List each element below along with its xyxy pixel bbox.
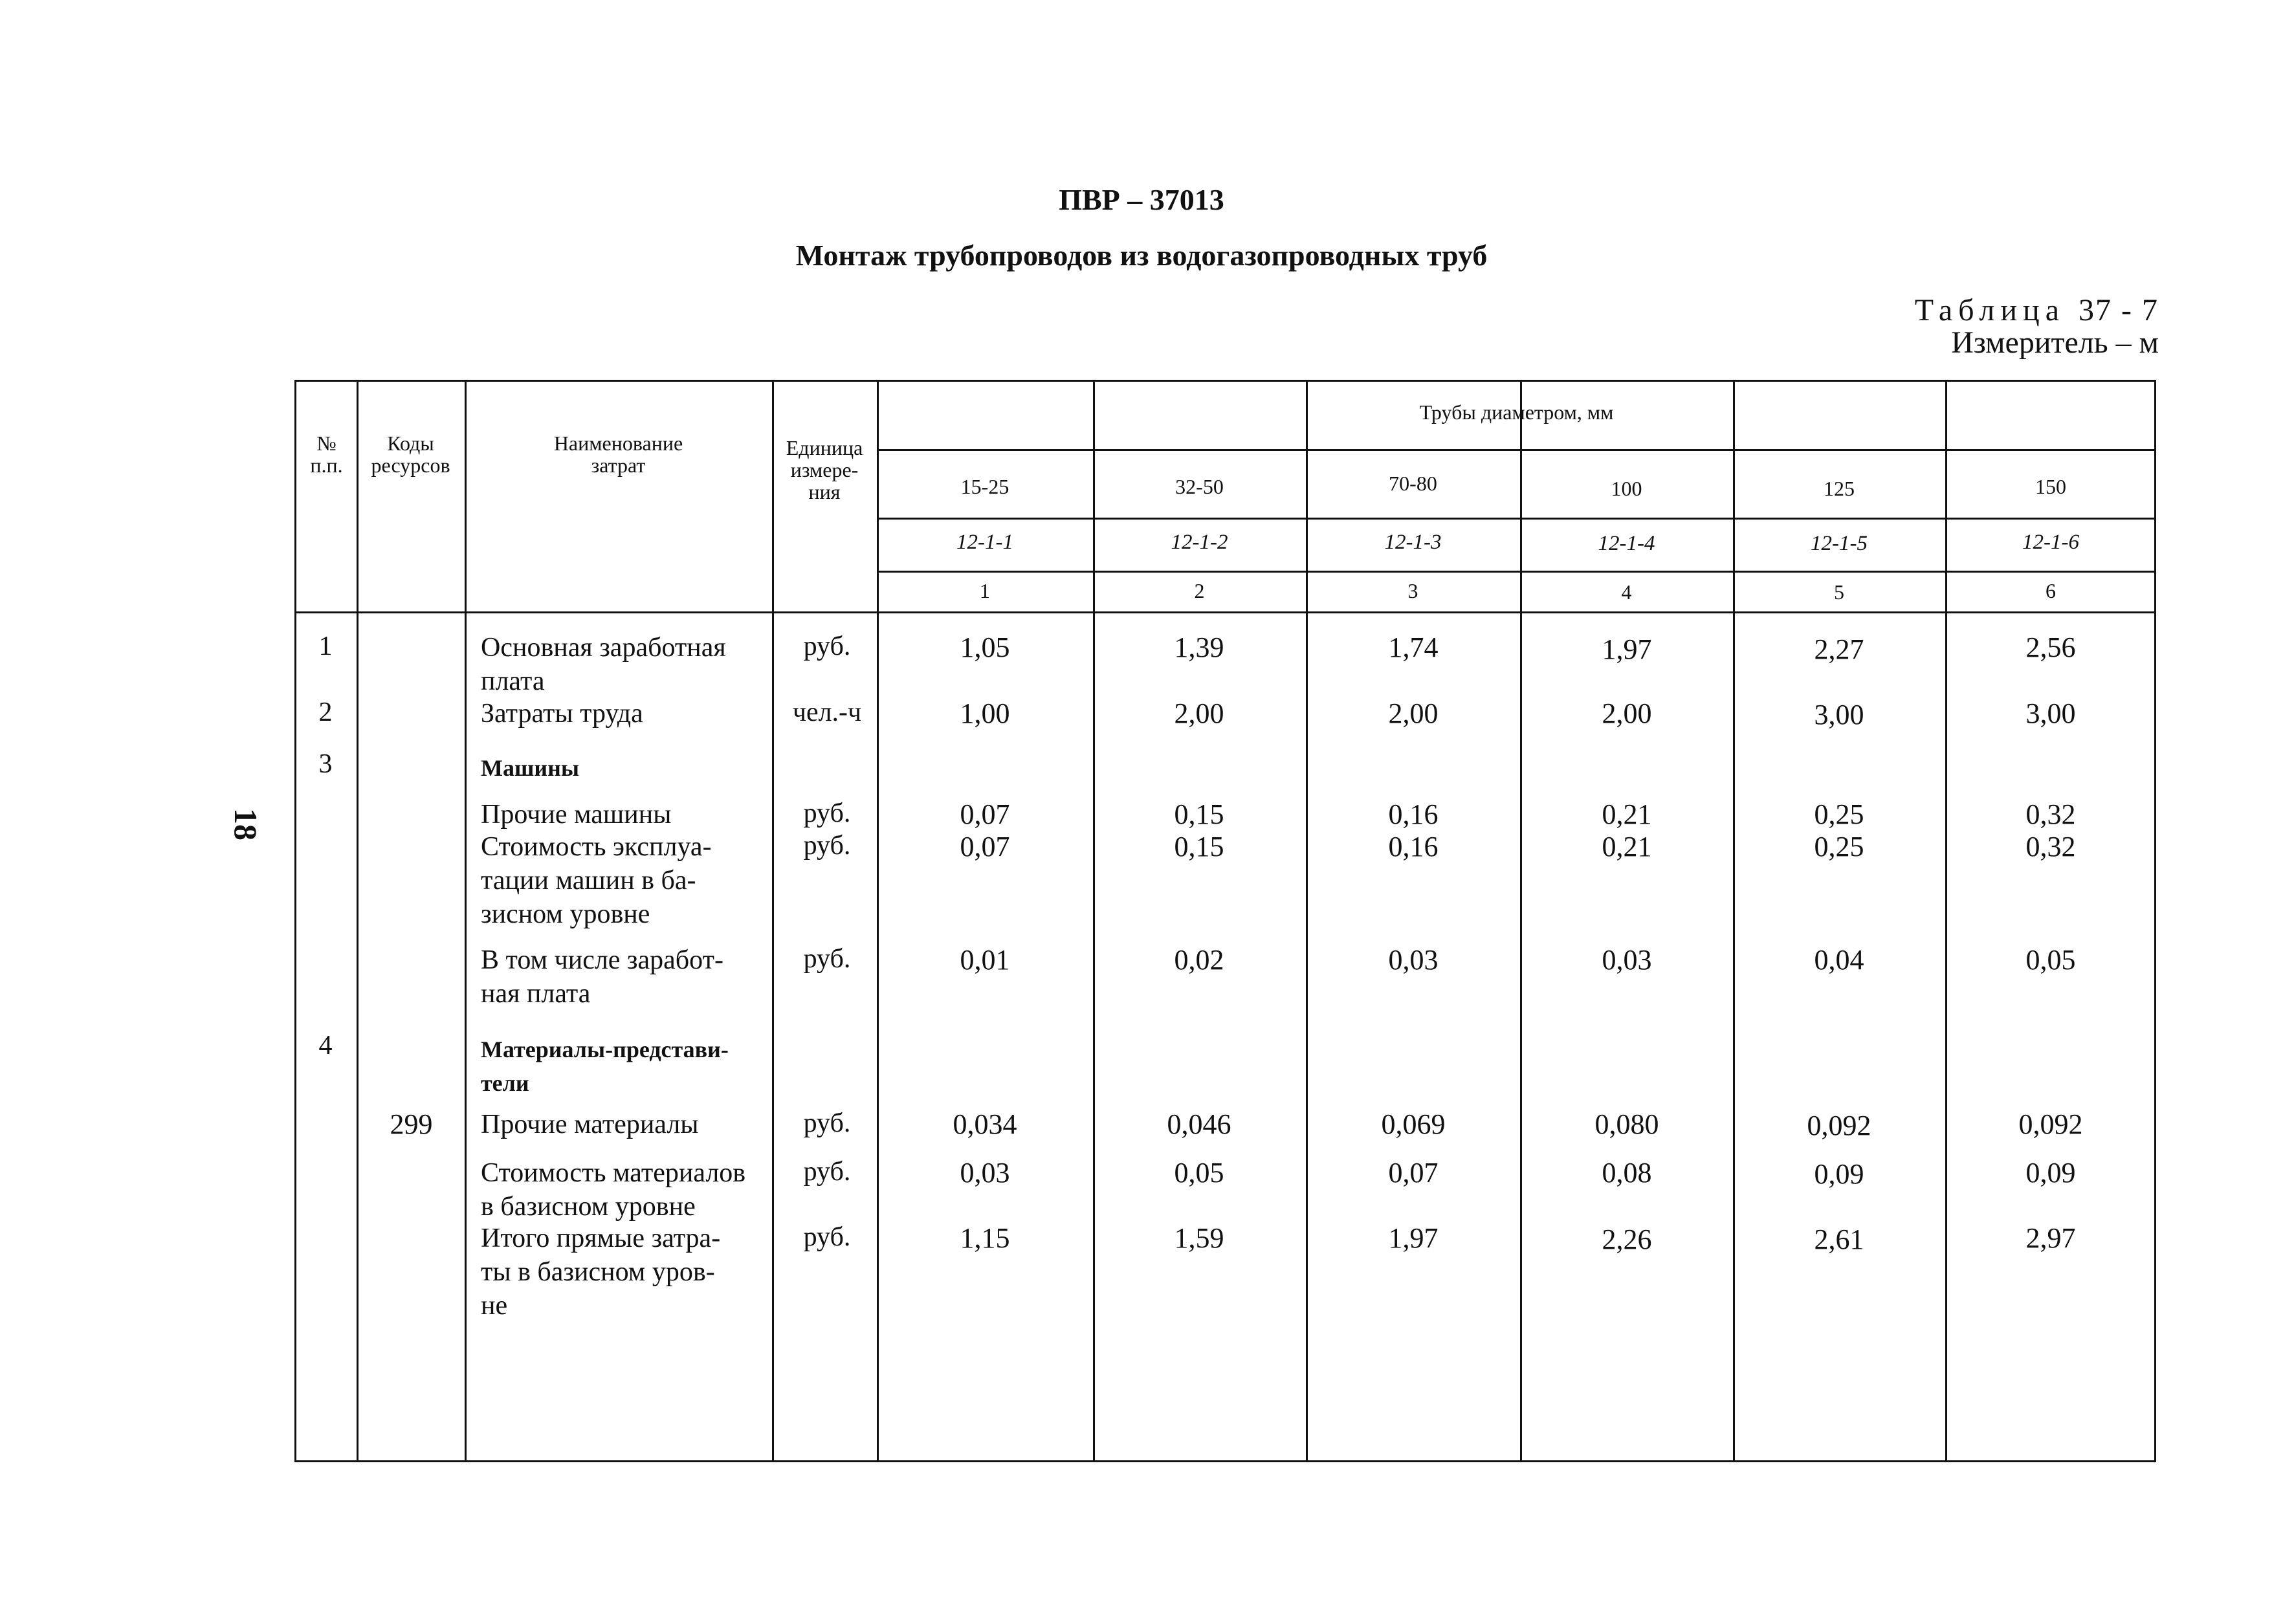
row-name: Прочие материалы [481,1110,699,1139]
row-section-heading: Машины [481,755,579,781]
row-value: 0,08 [1602,1157,1652,1189]
row-value: 0,09 [1814,1158,1864,1190]
column-number-3: 3 [1407,579,1418,602]
cost-table [294,380,2156,1462]
row-value: 0,034 [953,1108,1017,1140]
page-number: 18 [228,808,264,840]
row-value: 0,15 [1174,831,1224,862]
row-value: 0,069 [1381,1108,1446,1140]
norm-code-1: 12-1-1 [956,531,1013,554]
row-value: 0,09 [2025,1157,2076,1189]
row-value: 1,00 [960,697,1010,729]
norm-code-6: 12-1-6 [2022,531,2079,554]
row-value: 0,02 [1174,944,1224,976]
row-value: 3,00 [2025,697,2076,729]
row-value: 0,07 [960,798,1010,830]
row-name: Стоимость эксплуа- тации машин в ба- зисном уровне [481,832,712,929]
row-number: 1 [318,631,333,661]
table-hline [296,611,2154,613]
header-cost-name: Наименование затрат [553,432,683,477]
row-value: 0,15 [1174,798,1224,830]
row-section-heading: Материалы-представи- тели [481,1037,729,1096]
row-unit: чел.-ч [792,697,862,727]
row-value: 0,046 [1167,1108,1231,1140]
diameter-col-1: 15-25 [960,475,1009,498]
document-title: Монтаж трубопроводов из водогазопроводных труб [795,239,1488,272]
row-number: 2 [318,697,333,727]
table-hline [877,518,2154,520]
measure-unit-note: Измеритель – м [1951,325,2159,360]
row-value: 2,00 [1602,697,1652,729]
row-value: 2,61 [1814,1223,1864,1255]
row-value: 0,25 [1814,798,1864,830]
row-name: Затраты труда [481,699,643,729]
diameter-col-6: 150 [2035,475,2066,498]
row-value: 3,00 [1814,699,1864,730]
document-code: ПВР – 37013 [1059,183,1224,216]
row-value: 0,092 [1807,1110,1871,1141]
row-value: 0,32 [2025,798,2076,830]
header-resource-codes: Коды ресурсов [371,432,450,477]
column-number-4: 4 [1621,580,1632,604]
column-number-1: 1 [980,579,990,602]
column-number-6: 6 [2046,579,2056,602]
table-label [1915,292,2159,328]
row-value: 2,56 [2025,631,2076,663]
row-value: 0,092 [2018,1108,2083,1140]
row-unit: руб. [803,1222,851,1252]
header-unit: Единица измере- ния [786,436,863,503]
header-pipe-diameter: Трубы диаметром, мм [1419,401,1614,424]
row-value: 1,15 [960,1222,1010,1254]
column-number-5: 5 [1834,580,1844,604]
norm-code-3: 12-1-3 [1384,531,1442,554]
row-value: 0,07 [1388,1157,1439,1189]
row-unit: руб. [803,831,851,861]
norm-code-2: 12-1-2 [1171,531,1228,554]
diameter-col-5: 125 [1824,477,1855,500]
row-value: 0,03 [1602,944,1652,976]
row-value: 2,00 [1174,697,1224,729]
row-unit: руб. [803,944,851,974]
row-name: Прочие машины [481,800,672,829]
row-value: 2,00 [1388,697,1439,729]
row-value: 1,39 [1174,631,1224,663]
table-number: 37 - 7 [2079,293,2159,327]
row-unit: руб. [803,631,851,661]
row-name: Итого прямые затра- ты в базисном уров- не [481,1223,721,1321]
row-value: 1,97 [1388,1222,1439,1254]
row-value: 0,07 [960,831,1010,862]
table-hline [877,571,2154,573]
row-value: 0,05 [1174,1157,1224,1189]
row-unit: руб. [803,1157,851,1187]
row-value: 0,21 [1602,798,1652,830]
norm-code-5: 12-1-5 [1811,532,1868,555]
row-value: 0,25 [1814,831,1864,862]
row-name: Основная заработная плата [481,633,726,696]
row-unit: руб. [803,1108,851,1138]
row-value: 1,05 [960,631,1010,663]
header-num: № п.п. [310,432,343,477]
row-value: 0,16 [1388,831,1439,862]
row-value: 0,03 [1388,944,1439,976]
row-value: 1,97 [1602,633,1652,665]
row-value: 0,080 [1594,1108,1659,1140]
row-unit: руб. [803,798,851,828]
diameter-col-2: 32-50 [1175,475,1224,498]
table-label-word: Таблица [1914,293,2066,327]
row-value: 0,32 [2025,831,2076,862]
row-value: 0,21 [1602,831,1652,862]
row-name: Стоимость материалов в базисном уровне [481,1158,746,1222]
table-vline [465,382,467,1460]
row-value: 0,16 [1388,798,1439,830]
row-value: 0,03 [960,1157,1010,1189]
row-value: 1,59 [1174,1222,1224,1254]
row-number: 4 [318,1031,333,1060]
row-value: 2,97 [2025,1222,2076,1254]
table-vline [357,382,358,1460]
row-value: 2,27 [1814,633,1864,665]
row-value: 2,26 [1602,1223,1652,1255]
column-number-2: 2 [1194,579,1205,602]
row-value: 0,04 [1814,944,1864,976]
diameter-col-3: 70-80 [1389,472,1437,495]
row-value: 1,74 [1388,631,1439,663]
row-value: 0,05 [2025,944,2076,976]
norm-code-4: 12-1-4 [1598,532,1655,555]
table-hline [877,449,2154,451]
row-number: 3 [318,749,333,779]
row-value: 0,01 [960,944,1010,976]
diameter-col-4: 100 [1611,477,1642,500]
resource-code: 299 [390,1108,433,1140]
row-name: В том числе заработ- ная плата [481,945,723,1009]
